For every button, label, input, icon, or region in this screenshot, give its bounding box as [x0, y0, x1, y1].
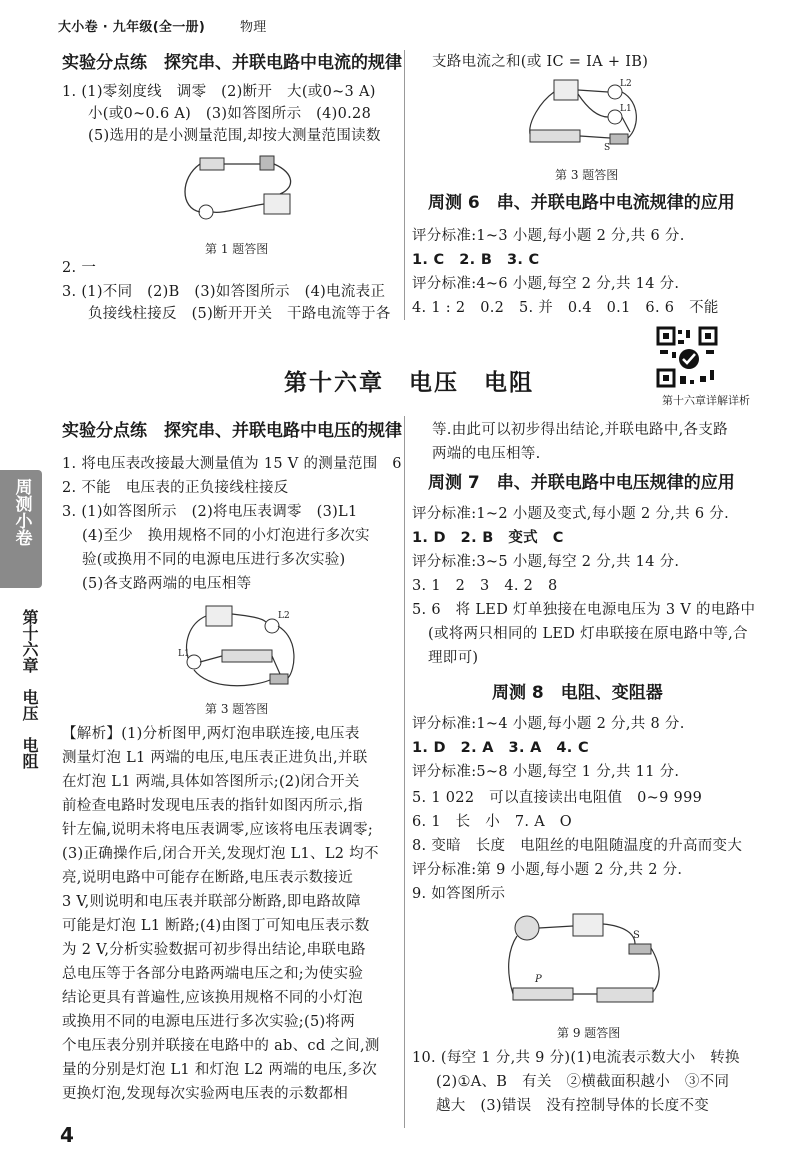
analysis-line: 量的分别是灯泡 L1 和灯泡 L2 两端的电压,多次: [62, 1062, 378, 1078]
circuit-figure-3: [520, 72, 660, 162]
qr-code-icon: [656, 326, 718, 388]
analysis-line: 或换用不同的电源电压进行多次实验;(5)将两: [62, 1014, 356, 1030]
answer-line: (5)选用的是小测量范围,却按大测量范围读数: [88, 128, 381, 144]
answer-line: 1. D 2. A 3. A 4. C: [412, 740, 589, 756]
answer-line: 两端的电压相等.: [432, 446, 541, 462]
answer-line: (2)①A、B 有关 ②横截面积越小 ③不同: [436, 1074, 730, 1090]
scoring-line: 评分标准:3~5 小题,每空 2 分,共 14 分.: [412, 554, 680, 570]
side-chapter-label: 第十六章 电压 电阻: [20, 609, 39, 769]
side-tab: [0, 470, 42, 588]
answer-line: 越大 (3)错误 没有控制导体的长度不变: [436, 1098, 710, 1114]
figure-caption: 第 3 题答图: [205, 702, 269, 716]
answer-line: 10. (每空 1 分,共 9 分)(1)电流表示数大小 转换: [412, 1050, 740, 1066]
header-subject: 物理: [240, 20, 267, 35]
analysis-line: 3 V,则说明和电压表并联部分断路,即电路故障: [62, 894, 361, 910]
svg-text:S: S: [604, 143, 611, 153]
circuit-figure-9: [505, 908, 665, 1018]
analysis-line: 可能是灯泡 L1 断路;(4)由图丁可知电压表示数: [62, 918, 370, 934]
scoring-line: 评分标准:5~8 小题,每空 1 分,共 11 分.: [412, 764, 680, 780]
analysis-line: 亮,说明电路中可能存在断路,电压表示数接近: [62, 870, 354, 886]
analysis-line: 前检查电路时发现电压表的指针如图丙所示,指: [62, 798, 363, 814]
answer-line: 4. 1 : 2 0.2 5. 并 0.4 0.1 6. 6 不能: [412, 300, 719, 316]
analysis-line: 测量灯泡 L1 两端的电压,电压表正进负出,并联: [62, 750, 368, 766]
scoring-line: 评分标准:第 9 小题,每小题 2 分,共 2 分.: [412, 862, 683, 878]
analysis-line: 总电压等于各部分电路两端电压之和;为使实验: [62, 966, 364, 982]
analysis-line: 个电压表分别并联接在电路中的 ab、cd 之间,测: [62, 1038, 380, 1054]
svg-text:L1: L1: [178, 649, 190, 659]
answer-line: 3. 1 2 3 4. 2 8: [412, 578, 558, 594]
answer-line: 8. 变暗 长度 电阻丝的电阻随温度的升高而变大: [412, 838, 743, 854]
answer-line: 2. 一: [62, 260, 97, 276]
answer-line: 6. 1 长 小 7. A O: [412, 814, 572, 830]
answer-line: (5)各支路两端的电压相等: [82, 576, 252, 592]
figure-caption: 第 1 题答图: [205, 242, 269, 256]
answer-line: 等.由此可以初步得出结论,并联电路中,各支路: [432, 422, 728, 438]
answer-line: 1. (1)零刻度线 调零 (2)断开 大(或0~3 A): [62, 84, 376, 100]
chapter-title: 第十六章 电压 电阻: [284, 370, 534, 396]
circuit-figure-1: [170, 148, 310, 238]
analysis-line: 结论更具有普遍性,应该换用规格不同的小灯泡: [62, 990, 363, 1006]
answer-line: 9. 如答图所示: [412, 886, 506, 902]
answer-line: 2. 不能 电压表的正负接线柱接反: [62, 480, 289, 496]
header-book: 大小卷 · 九年级(全一册): [58, 20, 206, 35]
answer-line: (4)至少 换用规格不同的小灯泡进行多次实: [82, 528, 370, 544]
column-divider-bottom: [404, 416, 405, 1128]
analysis-line: 为 2 V,分析实验数据可初步得出结论,串联电路: [62, 942, 366, 958]
answer-line: 3. (1)不同 (2)B (3)如答图所示 (4)电流表正: [62, 284, 386, 300]
analysis-line: (3)正确操作后,闭合开关,发现灯泡 L1、L2 均不: [62, 846, 379, 862]
scoring-line: 评分标准:1~2 小题及变式,每小题 2 分,共 6 分.: [412, 506, 730, 522]
figure-caption: 第 3 题答图: [555, 168, 619, 182]
analysis-line: 更换灯泡,发现每次实验两电压表的示数都相: [62, 1086, 349, 1102]
circuit-figure-3-voltage: [170, 600, 320, 696]
analysis-line: 【解析】(1)分析图甲,两灯泡串联连接,电压表: [62, 726, 360, 742]
svg-text:S: S: [633, 930, 640, 941]
svg-text:L1: L1: [620, 104, 632, 114]
answer-line: 负接线柱接反 (5)断开开关 干路电流等于各: [88, 306, 391, 322]
answer-line: 理即可): [428, 650, 479, 666]
analysis-line: 在灯泡 L1 两端,具体如答图所示;(2)闭合开关: [62, 774, 360, 790]
section-title-test7: 周测 7 串、并联电路中电压规律的应用: [428, 473, 735, 493]
analysis-line: 针左偏,说明未将电压表调零,应该将电压表调零;: [62, 822, 374, 838]
figure-caption: 第 9 题答图: [557, 1026, 621, 1040]
answer-line: 5. 1 022 可以直接读出电阻值 0~9 999: [412, 790, 703, 806]
section-title-test6: 周测 6 串、并联电路中电流规律的应用: [428, 193, 735, 213]
answer-line: 1. C 2. B 3. C: [412, 252, 540, 268]
answer-line: 3. (1)如答图所示 (2)将电压表调零 (3)L1: [62, 504, 358, 520]
svg-text:P: P: [535, 974, 542, 985]
answer-line: 5. 6 将 LED 灯单独接在电源电压为 3 V 的电路中: [412, 602, 756, 618]
answer-line: 支路电流之和(或 IC = IA + IB): [432, 54, 649, 70]
side-tab-label: 周测小卷: [11, 478, 32, 546]
answer-line: 小(或0~0.6 A) (3)如答图所示 (4)0.28: [88, 106, 372, 122]
section-title-test8: 周测 8 电阻、变阻器: [492, 683, 663, 703]
scoring-line: 评分标准:1~3 小题,每小题 2 分,共 6 分.: [412, 228, 685, 244]
section-title-current: 实验分点练 探究串、并联电路中电流的规律: [62, 53, 402, 73]
answer-line: (或将两只相同的 LED 灯串联接在原电路中等,合: [428, 626, 748, 642]
qr-caption: 第十六章详解详析: [662, 394, 750, 407]
page-number: 4: [60, 1123, 75, 1147]
answer-line: 1. 将电压表改接最大测量值为 15 V 的测量范围 6: [62, 456, 402, 472]
section-title-voltage: 实验分点练 探究串、并联电路中电压的规律: [62, 421, 402, 441]
column-divider-top: [404, 50, 405, 320]
answer-line: 验(或换用不同的电源电压进行多次实验): [82, 552, 346, 568]
scoring-line: 评分标准:4~6 小题,每空 2 分,共 14 分.: [412, 276, 680, 292]
svg-text:L2: L2: [278, 611, 290, 621]
svg-text:L2: L2: [620, 79, 632, 89]
answer-line: 1. D 2. B 变式 C: [412, 530, 564, 546]
scoring-line: 评分标准:1~4 小题,每小题 2 分,共 8 分.: [412, 716, 685, 732]
